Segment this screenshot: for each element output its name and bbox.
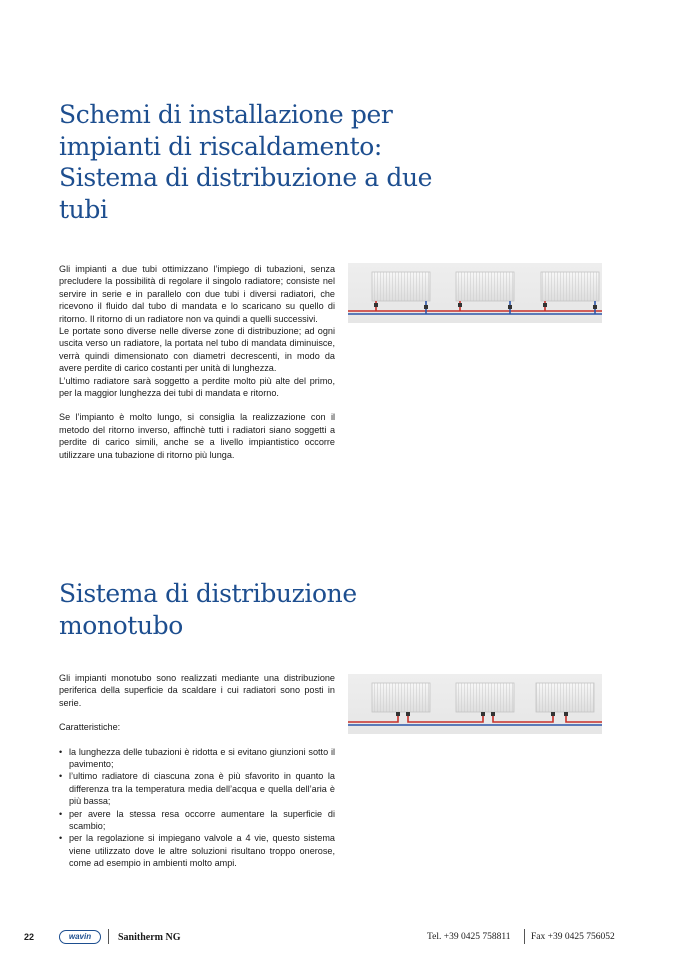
divider [108,929,109,944]
radiator [536,683,594,712]
radiator [541,272,599,301]
features-list [59,746,335,870]
page-number: 22 [24,932,35,942]
paragraph: Se l’impianto è molto lungo, si consiglia la realizzazione con il metodo del ritorno inverso, affinchè tutti i radiatori siano soggetti a perdite di carico simili, anche se a livello impiantistico occorre utilizzare una tubazione di ritorno più lunga. [59,412,335,460]
two-pipe-description [59,263,335,461]
features-label: Caratteristiche: [59,722,121,733]
two-pipe-diagram [348,263,602,323]
radiator [456,272,514,301]
section-title-two-pipe: Schemi di installazione per impianti di riscaldamento: Sistema di distribuzione a due tubi [59,100,433,224]
paragraph: L’ultimo radiatore sarà soggetto a perdite molto più alte del primo, per la maggior lunghezza dei tubi di mandata e ritorno. [59,375,335,399]
series-pipe [348,714,602,722]
section-title-single-pipe: Sistema di distribuzione monotubo [59,579,357,640]
product-name: Sanitherm NG [118,932,181,943]
phone-number: Tel. +39 0425 758811 [427,932,511,942]
supply-pipe [348,301,602,311]
paragraph: Gli impianti a due tubi ottimizzano l’impiego di tubazioni, senza precludere la possibilità di regolare il singolo radiatore; consiste nel servire in serie e in parallelo con due tubi i diversi radiatori, che ricevono il fluido dal tubo di mandata e lo scaricano su quello di ritorno. Il ritorno di un radiatore non va quindi a quelli successivi. [59,264,335,324]
single-pipe-description [59,672,335,870]
paragraph: Gli impianti monotubo sono realizzati mediante una distribuzione periferica della superficie da scaldare i cui radiatori sono posti in serie. [59,673,335,708]
radiator [372,272,430,301]
fax-number: Fax +39 0425 756052 [531,932,615,942]
return-pipe [348,301,602,314]
divider [524,929,525,944]
list-item: • la lunghezza delle tubazioni è ridotta e si evitano giunzioni sotto il pavimento; [59,746,335,771]
list-item: • per la regolazione si impiegano valvole a 4 vie, questo sistema viene utilizzato dove le altre soluzioni risultano troppo onerose, come ad esempio in ambienti molto ampi. [59,832,335,869]
wavin-logo: wavin [59,930,101,944]
single-pipe-diagram [348,674,602,734]
radiator [372,683,430,712]
page-footer [0,924,678,950]
list-item: • per avere la stessa resa occorre aumentare la superficie di scambio; [59,808,335,833]
list-item: • l’ultimo radiatore di ciascuna zona è più sfavorito in quanto la differenza tra la temperatura media dell’acqua e quella dell’aria è più bassa; [59,770,335,807]
paragraph: Le portate sono diverse nelle diverse zone di distribuzione; ad ogni uscita verso un radiatore, la portata nel tubo di mandata diminuisce, verrà quindi dimensionato con diametri decrescenti, in modo da avere perdite di carico costanti per unità di lunghezza. [59,326,335,374]
radiator [456,683,514,712]
